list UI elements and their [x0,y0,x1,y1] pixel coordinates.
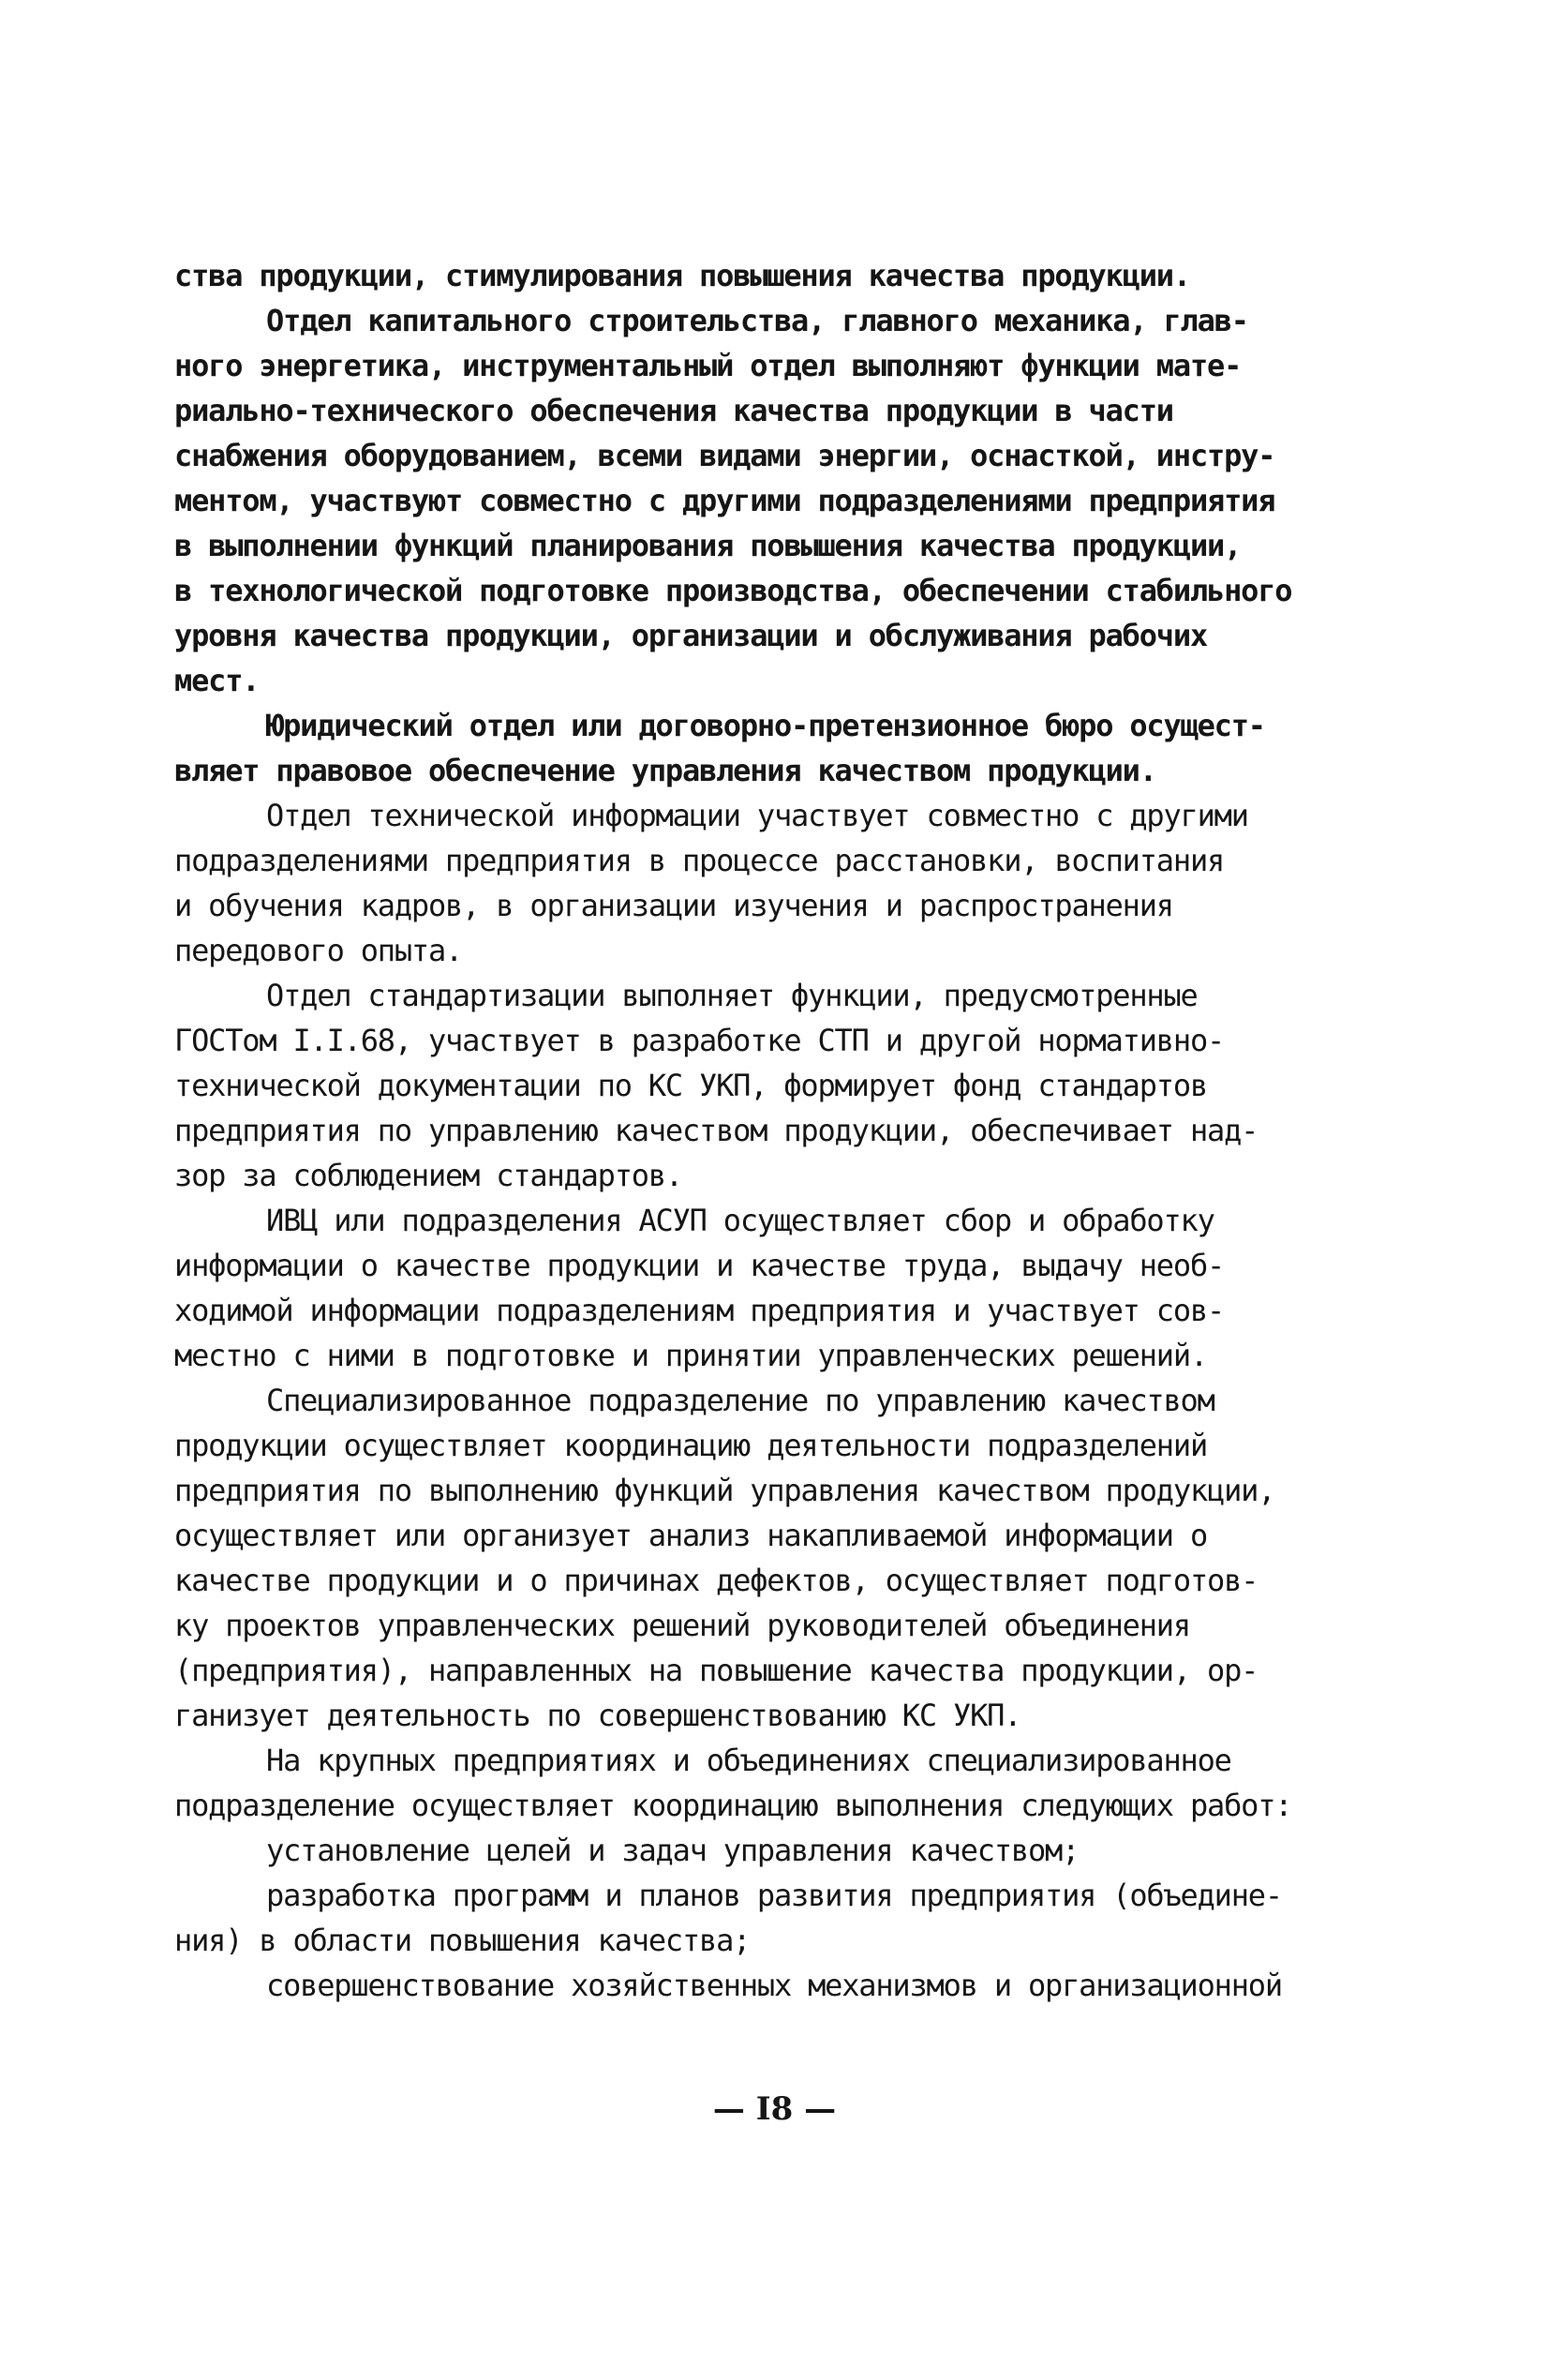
text-line: Отдел стандартизации выполняет функции, предусмотренные [266,978,1198,1013]
text-line: предприятия по выполнению функций управления качеством продукции, [174,1473,1275,1508]
text-line: осуществляет или организует анализ накапливаемой информации о [174,1518,1208,1553]
text-line: ния) в области повышения качества; [174,1923,751,1958]
text-line: технической документации по КС УКП, формирует фонд стандартов [174,1068,1208,1103]
text-line: местно с ними в подготовке и принятии управленческих решений. [174,1338,1208,1373]
text-line: передового опыта. [174,933,463,968]
text-line: продукции осуществляет координацию деятельности подразделений [174,1428,1208,1463]
text-line: установление целей и задач управления качеством; [266,1833,1080,1868]
text-line: подразделениями предприятия в процессе расстановки, воспитания [174,843,1225,878]
text-line: информации о качестве продукции и качестве труда, выдачу необ- [174,1248,1225,1283]
text-line: Отдел капитального строительства, главного механика, глав- [266,303,1248,338]
body-text [174,253,1411,2008]
text-line: предприятия по управлению качеством продукции, обеспечивает над- [174,1113,1259,1148]
text-line: ИВЦ или подразделения АСУП осуществляет сбор и обработку [266,1203,1214,1238]
text-line: в выполнении функций планирования повышения качества продукции, [174,528,1242,563]
text-line: уровня качества продукции, организации и обслуживания рабочих [174,618,1208,653]
text-line: (предприятия), направленных на повышение качества продукции, ор- [174,1653,1259,1688]
text-line: ства продукции, стимулирования повышения качества продукции. [174,258,1190,293]
text-line: подразделение осуществляет координацию выполнения следующих работ: [174,1788,1292,1823]
text-line: качестве продукции и о причинах дефектов, осуществляет подготов- [174,1563,1259,1598]
text-line: ментом, участвуют совместно с другими подразделениями предприятия [174,483,1275,518]
text-line: и обучения кадров, в организации изучения и распространения [174,888,1173,923]
text-line: Специализированное подразделение по управлению качеством [266,1383,1214,1418]
text-line: совершенствование хозяйственных механизмов и организационной [266,1968,1282,2003]
text-line: вляет правовое обеспечение управления качеством продукции. [174,753,1156,788]
text-line: разработка программ и планов развития предприятия (объедине- [266,1878,1282,1913]
text-line: снабжения оборудованием, всеми видами энергии, оснасткой, инстру- [174,438,1275,473]
text-line: зор за соблюдением стандартов. [174,1158,682,1193]
text-line: риально-технического обеспечения качества продукции в части [174,393,1173,428]
text-line: мест. [174,663,260,698]
text-line: Отдел технической информации участвует совместно с другими [266,798,1248,833]
text-line: ку проектов управленческих решений руководителей объединения [174,1608,1190,1643]
text-line: На крупных предприятиях и объединениях специализированное [266,1743,1231,1778]
page-number: — I8 — [712,2090,837,2128]
text-line: Юридический отдел или договорно-претензионное бюро осущест- [266,708,1265,743]
text-line: ганизует деятельность по совершенствованию КС УКП. [174,1698,1021,1733]
text-line: ГОСТом I.I.68, участвует в разработке СТП и другой нормативно- [174,1023,1225,1058]
text-line: в технологической подготовке производства, обеспечении стабильного [174,573,1292,608]
text-line: ного энергетика, инструментальный отдел выполняют функции мате- [174,348,1242,383]
text-line: ходимой информации подразделениям предприятия и участвует сов- [174,1293,1225,1328]
